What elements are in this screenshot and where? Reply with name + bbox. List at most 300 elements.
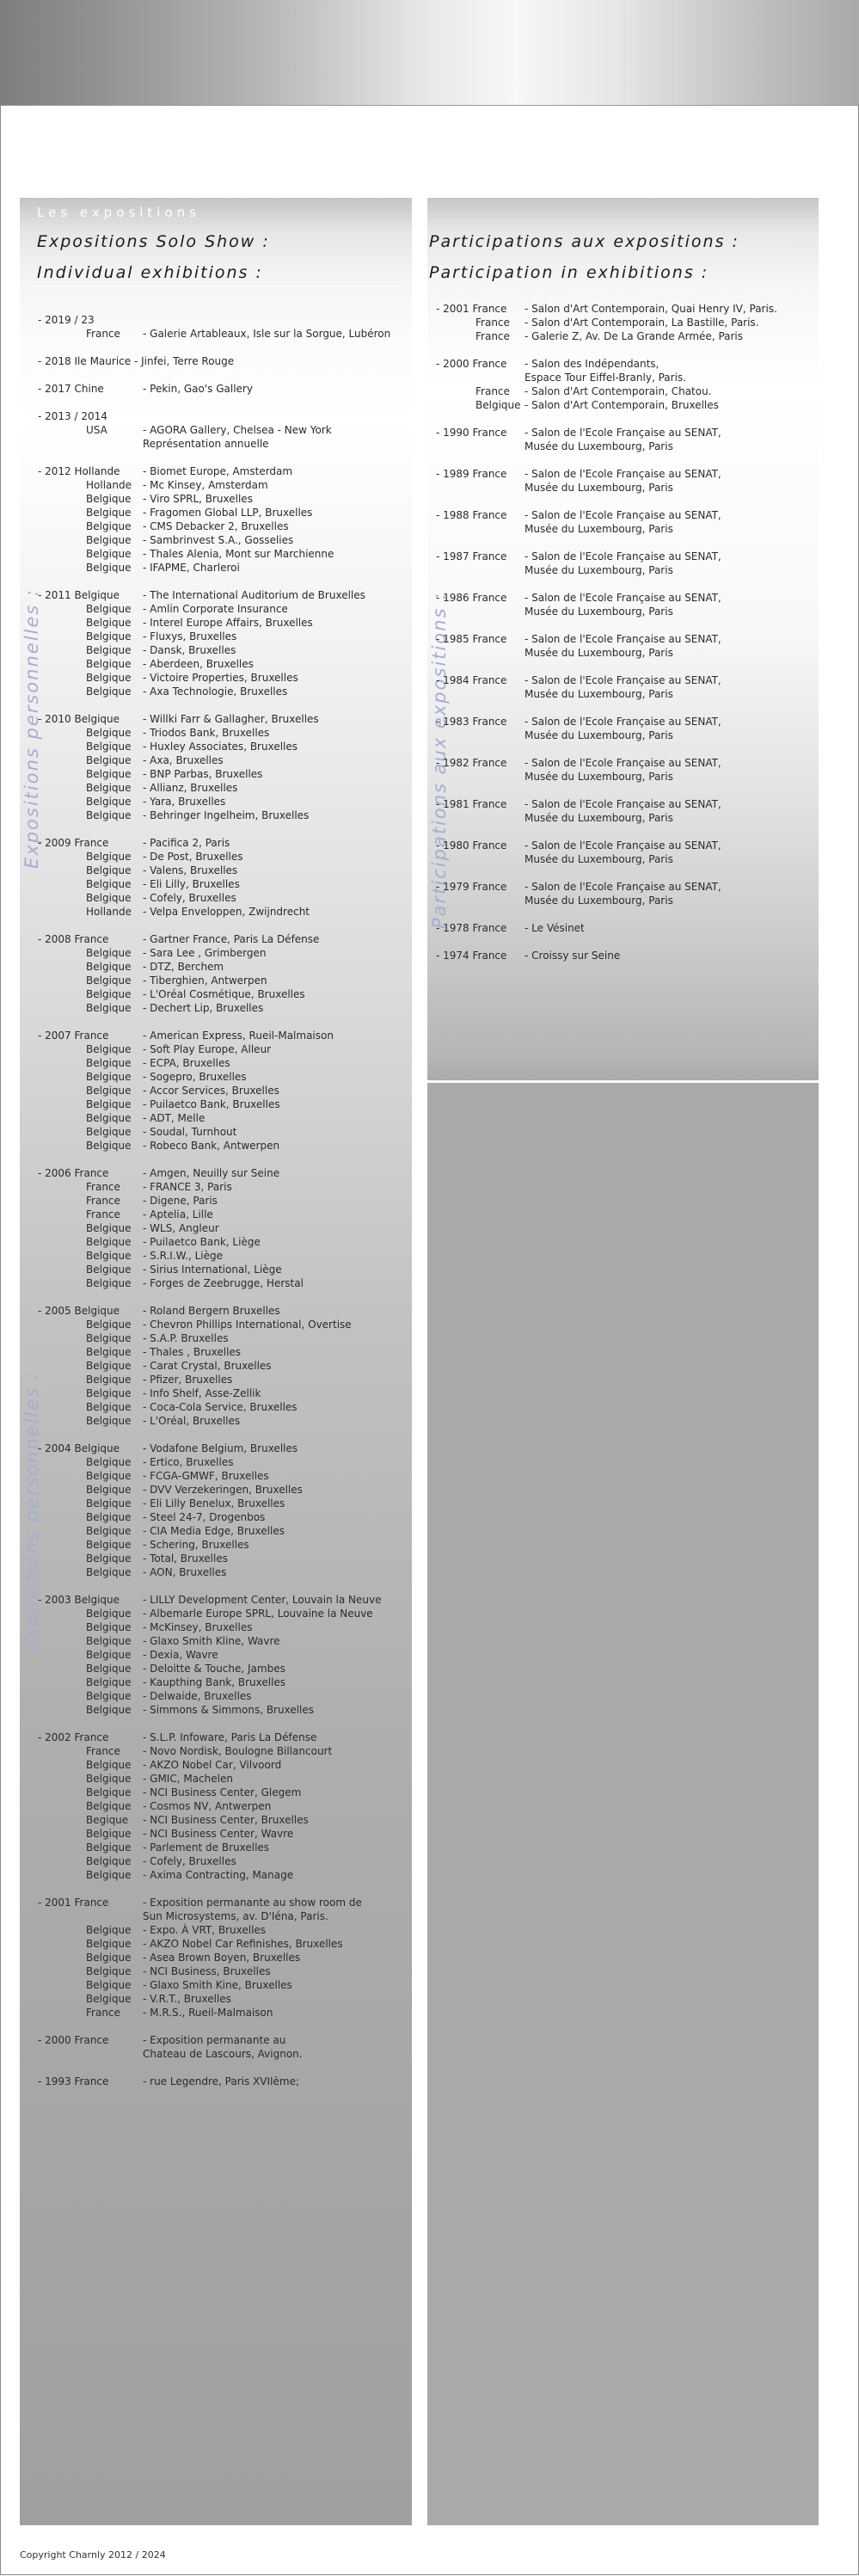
exhibition-entry [38,409,408,451]
entry-text: - BNP Parbas, Bruxelles [143,768,263,780]
exhibition-entry [436,357,814,412]
entry-text: - Thales Alenia, Mont sur Marchienne [143,548,334,560]
entry-text: - Gartner France, Paris La Défense [143,933,320,945]
entry-text: - Coca-Cola Service, Bruxelles [143,1401,298,1413]
entry-text: - Salon d'Art Contemporain, Chatou. [525,385,712,397]
entry-text: - Salon de l'Ecole Française au SENAT, [525,674,721,686]
exhibition-entry [38,313,408,341]
entry-country: Belgique [86,1924,132,1936]
group-heading-fr: Participations aux expositions : [429,232,739,251]
entry-year: - 1990 France [436,427,507,439]
entry-year: - 2006 France [38,1167,109,1179]
entry-country: Belgique [86,1098,132,1110]
entry-text: - Sogepro, Bruxelles [143,1071,247,1083]
entry-country: Belgique [86,864,132,876]
entry-text: - Valens, Bruxelles [143,864,238,876]
entry-text: Musée du Luxembourg, Paris [525,440,673,452]
exhibition-entry [38,382,408,396]
entry-text: - WLS, Angleur [143,1222,219,1234]
entry-country: Belgique [86,1786,132,1798]
exhibition-entry [436,839,814,866]
entry-country: Belgique [86,1608,132,1620]
entry-year: - 2000 France [436,358,507,370]
entry-text: - DVV Verzekeringen, Bruxelles [143,1484,303,1496]
entry-text: - Salon d'Art Contemporain, Bruxelles [525,399,719,411]
entry-year: - 2000 France [38,2034,109,2046]
entry-year: - 2009 France [38,837,109,849]
entry-country: France [476,317,510,329]
entry-text: - De Post, Bruxelles [143,851,243,863]
entry-text: - NCI Business Center, Glegem [143,1786,302,1798]
entry-country: France [86,2007,120,2019]
entry-year: - 2008 France [38,933,109,945]
entry-country: France [476,330,510,342]
entry-text: - M.R.S., Rueil-Malmaison [143,2007,273,2019]
entry-text: - Forges de Zeebrugge, Herstal [143,1277,304,1289]
entry-country: Belgique [86,658,132,670]
entry-text: - Mc Kinsey, Amsterdam [143,479,268,491]
entry-country: France [86,1745,120,1757]
entry-text: - Salon de l'Ecole Française au SENAT, [525,798,721,810]
entry-country: Belgique [86,1525,132,1537]
entry-country: Belgique [86,1676,132,1688]
entry-text: - Galerie Z, Av. De La Grande Armée, Paris [525,330,744,342]
entry-country: Hollande [86,906,132,918]
entry-text: - Soudal, Turnhout [143,1126,237,1138]
entry-text: - Puilaetco Bank, Bruxelles [143,1098,280,1110]
entry-text: - Digene, Paris [143,1195,218,1207]
entry-year: - 1993 France [38,2075,109,2087]
entry-country: Belgique [86,1539,132,1551]
entry-year: - 2004 Belgique [38,1442,120,1454]
entry-text: - Sirius International, Liège [143,1263,282,1276]
entry-text: - Allianz, Bruxelles [143,782,238,794]
entry-country: Belgique [86,562,132,574]
exhibition-entry [38,1731,408,1882]
solo-heading-en: Individual exhibitions : [37,263,263,282]
exhibition-entry [436,591,814,618]
entry-text: Musée du Luxembourg, Paris [525,729,673,741]
entry-country: Belgique [86,988,132,1000]
entry-text: Musée du Luxembourg, Paris [525,482,673,494]
entry-text: - Glaxo Smith Kine, Bruxelles [143,1979,292,1991]
section-caption: Les expositions [37,205,200,220]
entry-year: - 1987 France [436,550,507,563]
side-label-upper: Expositions personnelles : [21,588,42,869]
entry-text: - ECPA, Bruxelles [143,1057,230,1069]
entry-text: - Ertico, Bruxelles [143,1456,234,1468]
entry-text: Musée du Luxembourg, Paris [525,523,673,535]
entry-country: Belgique [86,1085,132,1097]
entry-country: Belgique [86,782,132,794]
entry-text: - L'Oréal, Bruxelles [143,1415,241,1427]
entry-year: - 1981 France [436,798,507,810]
entry-text: - NCI Business Center, Bruxelles [143,1814,309,1826]
entry-text: - Salon d'Art Contemporain, Quai Henry IV, Paris. [525,303,777,315]
entry-text: - Salon de l'Ecole Française au SENAT, [525,757,721,769]
entry-country: Belgique [86,1319,132,1331]
entry-text: - Sambrinvest S.A., Gosselies [143,534,294,546]
exhibition-entry [38,712,408,822]
entry-country: Belgique [86,1332,132,1344]
entry-text: - L'Oréal Cosmétique, Bruxelles [143,988,305,1000]
entry-text: - Axima Contracting, Manage [143,1869,294,1881]
entry-text: - Salon de l'Ecole Française au SENAT, [525,550,721,563]
entry-year: - 2005 Belgique [38,1305,120,1317]
entry-year: - 1985 France [436,633,507,645]
entry-country: Belgique [86,1952,132,1964]
entry-country: Belgique [86,1043,132,1055]
entry-year: - 1988 France [436,509,507,521]
entry-text: - Kaupthing Bank, Bruxelles [143,1676,286,1688]
entry-text: - Steel 24-7, Drogenbos [143,1511,266,1523]
entry-country: Belgique [86,892,132,904]
entry-country: Belgique [86,1415,132,1427]
entry-text: - GMIC, Machelen [143,1773,233,1785]
entry-text: - Eli Lilly Benelux, Bruxelles [143,1497,285,1509]
entry-text: - Axa Technologie, Bruxelles [143,685,288,698]
entry-text: - Fragomen Global LLP, Bruxelles [143,507,313,519]
entry-country: Belgique [476,399,521,411]
entry-country: France [86,1208,120,1220]
entry-country: Belgique [86,630,132,642]
entry-year: - 2001 France [436,303,507,315]
entry-country: Belgique [86,1497,132,1509]
solo-exhibitions-list [38,313,408,2102]
entry-country: Belgique [86,644,132,656]
entry-text: - Aptelia, Lille [143,1208,213,1220]
entry-year: - 1979 France [436,881,507,893]
entry-country: Belgique [86,1222,132,1234]
entry-text: - Galerie Artableaux, Isle sur la Sorgue, Lubéron [143,328,391,340]
entry-country: Belgique [86,672,132,684]
entry-country: Belgique [86,1759,132,1771]
entry-country: Belgique [86,1126,132,1138]
exhibition-entry [38,464,408,575]
entry-text: - Salon de l'Ecole Française au SENAT, [525,509,721,521]
entry-country: Belgique [86,1484,132,1496]
entry-text: - Biomet Europe, Amsterdam [143,465,293,477]
entry-text: - Croissy sur Seine [525,950,621,962]
entry-year: - 1978 France [436,922,507,934]
entry-country: Belgique [86,1841,132,1854]
entry-text: - Schering, Bruxelles [143,1539,249,1551]
entry-text: - S.L.P. Infoware, Paris La Défense [143,1731,317,1743]
entry-text: Musée du Luxembourg, Paris [525,647,673,659]
entry-text: - Asea Brown Boyen, Bruxelles [143,1952,301,1964]
entry-text: - Behringer Ingelheim, Bruxelles [143,809,310,821]
exhibition-entry [436,467,814,495]
entry-country: Belgique [86,1057,132,1069]
entry-country: France [86,328,120,340]
entry-country: Belgique [86,1511,132,1523]
side-label-participations: Participations aux expositions : [429,591,450,929]
entry-country: Belgique [86,727,132,739]
entry-year: - 2012 Hollande [38,465,120,477]
entry-text: - NCI Business Center, Wavre [143,1828,294,1840]
side-label-lower: Expositions personnelles : [21,1371,42,1651]
entry-text: - Pekin, Gao's Gallery [143,383,253,395]
entry-text: - AGORA Gallery, Chelsea - New York [143,424,332,436]
entry-text: - Le Vésinet [525,922,585,934]
entry-country: USA [86,424,107,436]
entry-year: - 2010 Belgique [38,713,120,725]
entry-text: Musée du Luxembourg, Paris [525,606,673,618]
exhibition-entry [436,715,814,742]
entry-country: Belgique [86,809,132,821]
entry-text: - Deloitte & Touche, Jambes [143,1663,285,1675]
entry-text: - Salon de l'Ecole Française au SENAT, [525,633,721,645]
group-exhibitions-list [436,302,814,976]
entry-text: - Eli Lilly, Bruxelles [143,878,240,890]
entry-text: - The International Auditorium de Bruxelles [143,589,365,601]
exhibition-entry [436,550,814,577]
entry-text: - Info Shelf, Asse-Zellik [143,1387,261,1399]
exhibition-entry [38,932,408,1015]
exhibition-entry [436,949,814,962]
entry-country: Belgique [86,1828,132,1840]
entry-country: Belgique [86,507,132,519]
entry-text: - Viro SPRL, Bruxelles [143,493,253,505]
entry-year: - 1974 France [436,950,507,962]
entry-year: - 2007 France [38,1030,109,1042]
exhibition-entry [38,1166,408,1290]
entry-text: - Amgen, Neuilly sur Seine [143,1167,280,1179]
entry-text: - Exposition permanante au show room de [143,1897,362,1909]
exhibition-entry [436,508,814,536]
entry-text: - Albemarle Europe SPRL, Louvaine la Neuve [143,1608,373,1620]
entry-text: - LILLY Development Center, Louvain la Neuve [143,1594,382,1606]
entry-text: - Velpa Enveloppen, Zwijndrecht [143,906,310,918]
exhibition-entry [436,921,814,935]
entry-country: France [476,385,510,397]
entry-text: Sun Microsystems, av. D'Iéna, Paris. [143,1910,328,1922]
entry-text: - Delwaide, Bruxelles [143,1690,252,1702]
entry-country: Belgique [86,1552,132,1565]
entry-country: Belgique [86,1277,132,1289]
exhibition-entry [436,673,814,701]
entry-text: - Tiberghien, Antwerpen [143,974,267,987]
entry-text: - Exposition permanante au [143,2034,286,2046]
entry-text: - ADT, Melle [143,1112,206,1124]
entry-year: - 2017 Chine [38,383,104,395]
entry-text: - Aberdeen, Bruxelles [143,658,254,670]
entry-country: Belgique [86,1140,132,1152]
exhibition-entry [38,354,408,368]
entry-country: Belgique [86,1993,132,2005]
entry-text: - Yara, Bruxelles [143,796,226,808]
entry-country: Belgique [86,768,132,780]
exhibition-entry [38,588,408,698]
copyright-text: Copyright Charnly 2012 / 2024 [20,2549,166,2561]
entry-text: - AON, Bruxelles [143,1566,227,1578]
entry-country: Belgique [86,685,132,698]
entry-country: Belgique [86,1456,132,1468]
entry-text: Représentation annuelle [143,438,269,450]
entry-text: - Triodos Bank, Bruxelles [143,727,270,739]
solo-exhibitions-column [20,198,412,2525]
entry-text: - AKZO Nobel Car, Vilvoord [143,1759,282,1771]
entry-year: - 2002 France [38,1731,109,1743]
entry-country: Belgique [86,1635,132,1647]
entry-year: - 2003 Belgique [38,1594,120,1606]
entry-text: - Dechert Lip, Bruxelles [143,1002,264,1014]
entry-country: Belgique [86,961,132,973]
entry-text: Musée du Luxembourg, Paris [525,895,673,907]
entry-text: - Willki Farr & Gallagher, Bruxelles [143,713,319,725]
entry-country: Belgique [86,1663,132,1675]
entry-country: Belgique [86,1979,132,1991]
entry-text: - IFAPME, Charleroi [143,562,240,574]
entry-country: Belgique [86,534,132,546]
entry-country: Belgique [86,520,132,532]
entry-country: Belgique [86,1938,132,1950]
exhibition-entry [38,2075,408,2088]
entry-country: Belgique [86,878,132,890]
entry-text: - FCGA-GMWF, Bruxelles [143,1470,269,1482]
entry-country: Belgique [86,1112,132,1124]
entry-country: Belgique [86,1401,132,1413]
entry-text: - Salon des Indépendants, [525,358,660,370]
entry-country: Belgique [86,1566,132,1578]
entry-country: Belgique [86,1773,132,1785]
entry-text: - Accor Services, Bruxelles [143,1085,279,1097]
entry-year: - 2011 Belgique [38,589,120,601]
exhibition-entry [436,632,814,660]
entry-text: - Chevron Phillips International, Overtise [143,1319,352,1331]
group-exhibitions-column [427,198,819,2525]
entry-text: - Salon de l'Ecole Française au SENAT, [525,427,721,439]
entry-country: Belgique [86,603,132,615]
entry-country: Belgique [86,1250,132,1262]
entry-text: - Pfizer, Bruxelles [143,1374,233,1386]
entry-country: Belgique [86,1690,132,1702]
entry-text: - Salon de l'Ecole Française au SENAT, [525,881,721,893]
entry-text: - CMS Debacker 2, Bruxelles [143,520,289,532]
entry-country: Belgique [86,1346,132,1358]
entry-text: - Parlement de Bruxelles [143,1841,270,1854]
entry-text: - Salon d'Art Contemporain, La Bastille, Paris. [525,317,759,329]
entry-text: - Roland Bergern Bruxelles [143,1305,280,1317]
entry-country: Belgique [86,1263,132,1276]
entry-text: Musée du Luxembourg, Paris [525,812,673,824]
entry-country: Belgique [86,1800,132,1812]
entry-country: Belgique [86,1360,132,1372]
entry-text: - Salon de l'Ecole Française au SENAT, [525,468,721,480]
entry-country: Belgique [86,974,132,987]
entry-year: - 2018 Ile Maurice - Jinfei, Terre Rouge [38,355,235,367]
entry-text: - Glaxo Smith Kline, Wavre [143,1635,280,1647]
entry-country: Belgique [86,796,132,808]
entry-country: France [86,1181,120,1193]
entry-text: - DTZ, Berchem [143,961,224,973]
entry-year: - 2013 / 2014 [38,410,107,422]
entry-country: Belgique [86,851,132,863]
entry-country: Begique [86,1814,129,1826]
entry-country: Belgique [86,1387,132,1399]
group-heading-en: Participation in exhibitions : [429,263,709,282]
entry-country: Belgique [86,1236,132,1248]
entry-text: - S.R.I.W., Liège [143,1250,223,1262]
entry-text: - Dexia, Wavre [143,1649,218,1661]
entry-country: Belgique [86,741,132,753]
entry-text: - Thales , Bruxelles [143,1346,242,1358]
entry-country: Belgique [86,1071,132,1083]
entry-text: - Carat Crystal, Bruxelles [143,1360,272,1372]
entry-country: Belgique [86,947,132,959]
entry-text: - Novo Nordisk, Boulogne Billancourt [143,1745,333,1757]
entry-text: Musée du Luxembourg, Paris [525,688,673,700]
entry-country: Belgique [86,1649,132,1661]
entry-text: - Vodafone Belgium, Bruxelles [143,1442,298,1454]
exhibition-entry [436,756,814,784]
exhibition-entry [38,2033,408,2061]
entry-text: - Pacifica 2, Paris [143,837,230,849]
exhibition-entry [38,1304,408,1428]
entry-text: - V.R.T., Bruxelles [143,1993,231,2005]
entry-country: Belgique [86,493,132,505]
entry-text: - Simmons & Simmons, Bruxelles [143,1704,315,1716]
entry-country: Belgique [86,1002,132,1014]
exhibition-entry [38,1896,408,2020]
solo-heading-fr: Expositions Solo Show : [37,232,270,251]
entry-text: - Cosmos NV, Antwerpen [143,1800,272,1812]
entry-country: Belgique [86,1869,132,1881]
entry-text: - AKZO Nobel Car Refinishes, Bruxelles [143,1938,343,1950]
entry-text: - FRANCE 3, Paris [143,1181,232,1193]
entry-text: - Robeco Bank, Antwerpen [143,1140,280,1152]
entry-text: - Cofely, Bruxelles [143,892,236,904]
entry-text: - American Express, Rueil-Malmaison [143,1030,334,1042]
exhibition-entry [38,1029,408,1153]
exhibition-entry [436,426,814,453]
entry-text: - Amlin Corporate Insurance [143,603,288,615]
entry-country: Belgique [86,548,132,560]
exhibition-entry [436,880,814,907]
entry-text: - Huxley Associates, Bruxelles [143,741,298,753]
entry-text: - Interel Europe Affairs, Bruxelles [143,617,313,629]
entry-country: France [86,1195,120,1207]
exhibition-entry [436,797,814,825]
entry-text: Musée du Luxembourg, Paris [525,564,673,576]
entry-country: Belgique [86,1704,132,1716]
entry-text: - Total, Bruxelles [143,1552,228,1565]
exhibition-entry [38,1442,408,1579]
entry-year: - 1984 France [436,674,507,686]
entry-year: - 1989 France [436,468,507,480]
entry-year: - 1983 France [436,716,507,728]
entry-country: Belgique [86,1374,132,1386]
header-banner [0,0,859,106]
entry-text: Musée du Luxembourg, Paris [525,771,673,783]
entry-text: - CIA Media Edge, Bruxelles [143,1525,285,1537]
entry-text: - NCI Business, Bruxelles [143,1965,271,1977]
entry-text: - Dansk, Bruxelles [143,644,236,656]
entry-text: - Victoire Properties, Bruxelles [143,672,298,684]
entry-year: - 2001 France [38,1897,109,1909]
entry-country: Hollande [86,479,132,491]
entry-year: - 2019 / 23 [38,314,95,326]
entry-text: - Expo. À VRT, Bruxelles [143,1924,267,1936]
entry-text: - Salon de l'Ecole Française au SENAT, [525,839,721,851]
entry-text: - S.A.P. Bruxelles [143,1332,229,1344]
entry-text: - McKinsey, Bruxelles [143,1621,253,1633]
entry-text: - Fluxys, Bruxelles [143,630,237,642]
exhibition-entry [436,302,814,343]
exhibition-entry [38,836,408,919]
entry-year: - 1980 France [436,839,507,851]
entry-text: - Axa, Bruxelles [143,754,224,766]
